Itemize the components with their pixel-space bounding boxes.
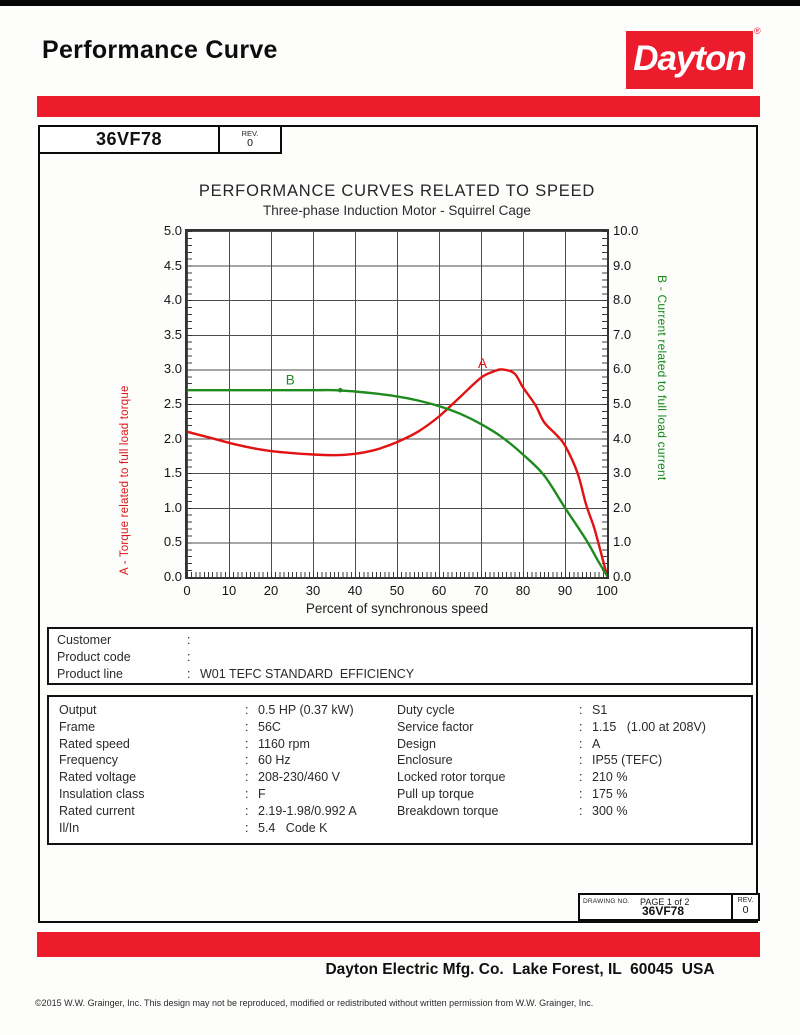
curve-B <box>187 390 607 576</box>
spec-row <box>59 769 357 786</box>
spec-row <box>59 702 357 719</box>
colon: : <box>245 786 249 801</box>
drawing-number-cell <box>580 895 731 919</box>
spec-row <box>397 803 706 820</box>
y-axis-left-ticks <box>138 223 182 584</box>
y-left-tick: 1.0 <box>163 499 182 515</box>
colon: : <box>579 753 583 768</box>
curve-A <box>187 369 607 575</box>
y-right-tick: 6.0 <box>613 361 632 377</box>
y-right-tick: 7.0 <box>613 326 632 342</box>
colon: : <box>245 770 249 785</box>
spec-label: Output <box>59 703 97 717</box>
scan-edge <box>0 0 800 6</box>
spec-row <box>397 702 706 719</box>
plot-area <box>185 229 609 579</box>
copyright-notice: ©2015 W.W. Grainger, Inc. This design may not be reproduced, modified or redistributed without written permission from W.W. Grainger, Inc. <box>35 998 594 1008</box>
spec-value: 208-230/460 V <box>258 770 341 785</box>
spec-value: 0.5 HP (0.37 kW) <box>258 703 354 717</box>
spec-label: Breakdown torque <box>397 803 499 818</box>
y-left-tick: 5.0 <box>163 223 182 238</box>
spec-row <box>397 752 706 769</box>
spec-value: 56C <box>258 719 281 734</box>
y-axis-right-ticks <box>613 223 659 584</box>
spec-value: F <box>258 786 266 801</box>
dayton-logo <box>626 31 753 89</box>
y-left-tick: 2.0 <box>163 430 182 446</box>
spec-value: 2.19-1.98/0.992 A <box>258 803 357 818</box>
document-title: Performance Curve <box>42 36 278 64</box>
spec-row <box>397 719 706 736</box>
revision-cell <box>218 127 280 152</box>
x-tick: 30 <box>305 583 321 598</box>
red-divider-top <box>37 96 760 117</box>
spec-label: Frame <box>59 719 96 734</box>
y-right-tick: 2.0 <box>613 499 632 515</box>
colon: : <box>579 803 583 818</box>
spec-row <box>397 786 706 803</box>
company-address: Dayton Electric Mfg. Co. Lake Forest, IL 60045 USA <box>325 961 715 978</box>
spec-value: 1.15 (1.00 at 208V) <box>592 719 706 734</box>
field-label: Product code <box>57 650 131 664</box>
spec-label: Rated speed <box>59 736 130 751</box>
y-right-tick: 0.0 <box>613 569 632 584</box>
spec-label: Enclosure <box>397 753 453 768</box>
colon: : <box>245 753 249 768</box>
colon: : <box>579 719 583 734</box>
spec-column-left <box>59 702 357 836</box>
colon: : <box>245 736 249 751</box>
x-axis-ticks <box>183 583 618 599</box>
y-right-tick: 5.0 <box>613 396 632 411</box>
spec-row <box>59 719 357 736</box>
y-axis-title-current: B - Current related to full load current <box>655 275 669 481</box>
dayton-logo-text: Dayton <box>633 38 746 78</box>
registered-trademark-icon: ® <box>754 26 761 36</box>
spec-label: Insulation class <box>59 786 145 801</box>
customer-row <box>57 649 751 666</box>
colon: : <box>187 667 191 681</box>
x-tick: 100 <box>596 583 618 598</box>
colon: : <box>245 820 249 835</box>
colon: : <box>579 703 583 717</box>
spec-label: Locked rotor torque <box>397 770 506 785</box>
chart-title: PERFORMANCE CURVES RELATED TO SPEED <box>198 182 596 200</box>
spec-value: 210 % <box>592 770 628 785</box>
y-left-tick: 0.0 <box>163 569 182 584</box>
x-tick: 90 <box>557 583 573 598</box>
spec-value: A <box>592 736 601 751</box>
spec-label: Pull up torque <box>397 786 475 801</box>
spec-label: Rated voltage <box>59 770 137 785</box>
field-label: Customer <box>57 633 112 647</box>
spec-row <box>59 752 357 769</box>
drawing-number: 36VF78 <box>642 904 685 918</box>
drawing-number-box <box>578 893 760 921</box>
y-left-tick: 3.5 <box>163 326 182 342</box>
colon: : <box>579 770 583 785</box>
spec-value: 60 Hz <box>258 753 291 768</box>
colon: : <box>245 719 249 734</box>
spec-label: Frequency <box>59 753 119 768</box>
y-right-tick: 10.0 <box>613 223 639 238</box>
spec-label: Il/In <box>59 820 80 835</box>
x-tick: 0 <box>183 583 191 598</box>
y-right-tick: 9.0 <box>613 257 632 273</box>
y-left-tick: 3.0 <box>163 361 182 377</box>
field-value: W01 TEFC STANDARD EFFICIENCY <box>200 667 415 681</box>
drawing-rev-label: REV. <box>737 897 754 905</box>
y-right-tick: 3.0 <box>613 465 632 481</box>
colon: : <box>245 803 249 818</box>
spec-row <box>59 736 357 753</box>
x-tick: 60 <box>431 583 447 598</box>
x-tick: 50 <box>389 583 405 598</box>
specification-box <box>47 695 753 845</box>
spec-value: IP55 (TEFC) <box>592 753 663 768</box>
colon: : <box>187 650 191 664</box>
model-number: 36VF78 <box>95 129 163 149</box>
y-right-tick: 1.0 <box>613 534 632 550</box>
x-axis-title: Percent of synchronous speed <box>305 601 489 616</box>
spec-row <box>59 786 357 803</box>
red-divider-bottom <box>37 932 760 957</box>
chart-subtitle: Three-phase Induction Motor - Squirrel Cage <box>263 203 531 218</box>
field-label: Product line <box>57 667 124 681</box>
revision-label: REV. <box>241 128 259 138</box>
x-tick: 80 <box>515 583 531 598</box>
performance-curves <box>187 231 607 577</box>
spec-value: S1 <box>592 703 608 717</box>
y-left-tick: 4.0 <box>163 292 182 308</box>
y-right-tick: 8.0 <box>613 292 632 308</box>
curve-label-A: A <box>478 356 488 372</box>
spec-value: 175 % <box>592 786 628 801</box>
spec-label: Service factor <box>397 719 474 734</box>
customer-row <box>57 666 751 683</box>
spec-row <box>397 736 706 753</box>
drawing-rev-cell <box>731 895 758 919</box>
colon: : <box>579 786 583 801</box>
spec-value: 300 % <box>592 803 628 818</box>
spec-row <box>59 820 357 837</box>
revision-value: 0 <box>247 136 253 149</box>
colon: : <box>579 736 583 751</box>
spec-label: Design <box>397 736 436 751</box>
drawing-rev-value: 0 <box>742 904 749 917</box>
spec-value: 5.4 Code K <box>258 820 328 835</box>
model-number-box <box>38 125 282 154</box>
spec-column-right <box>397 702 706 820</box>
curve-B-marker <box>338 388 343 393</box>
x-tick: 20 <box>263 583 279 598</box>
colon: : <box>187 633 191 647</box>
drawing-no-label: DRAWING NO. <box>583 898 630 905</box>
spec-label: Rated current <box>59 803 135 818</box>
y-right-tick: 4.0 <box>613 430 632 446</box>
spec-row <box>397 769 706 786</box>
curve-label-B: B <box>285 372 295 388</box>
customer-info-box <box>47 627 753 685</box>
y-left-tick: 2.5 <box>163 396 182 411</box>
customer-row <box>57 632 751 649</box>
spec-label: Duty cycle <box>397 703 455 717</box>
x-tick: 40 <box>347 583 363 598</box>
y-left-tick: 0.5 <box>163 534 182 550</box>
spec-value: 1160 rpm <box>258 736 310 751</box>
page-indicator: PAGE 1 of 2 <box>640 897 690 907</box>
colon: : <box>245 703 249 717</box>
x-tick: 70 <box>473 583 489 598</box>
y-axis-title-torque: A - Torque related to full load torque <box>119 385 131 575</box>
y-left-tick: 1.5 <box>163 465 182 481</box>
y-left-tick: 4.5 <box>163 257 182 273</box>
spec-row <box>59 803 357 820</box>
x-tick: 10 <box>221 583 237 598</box>
